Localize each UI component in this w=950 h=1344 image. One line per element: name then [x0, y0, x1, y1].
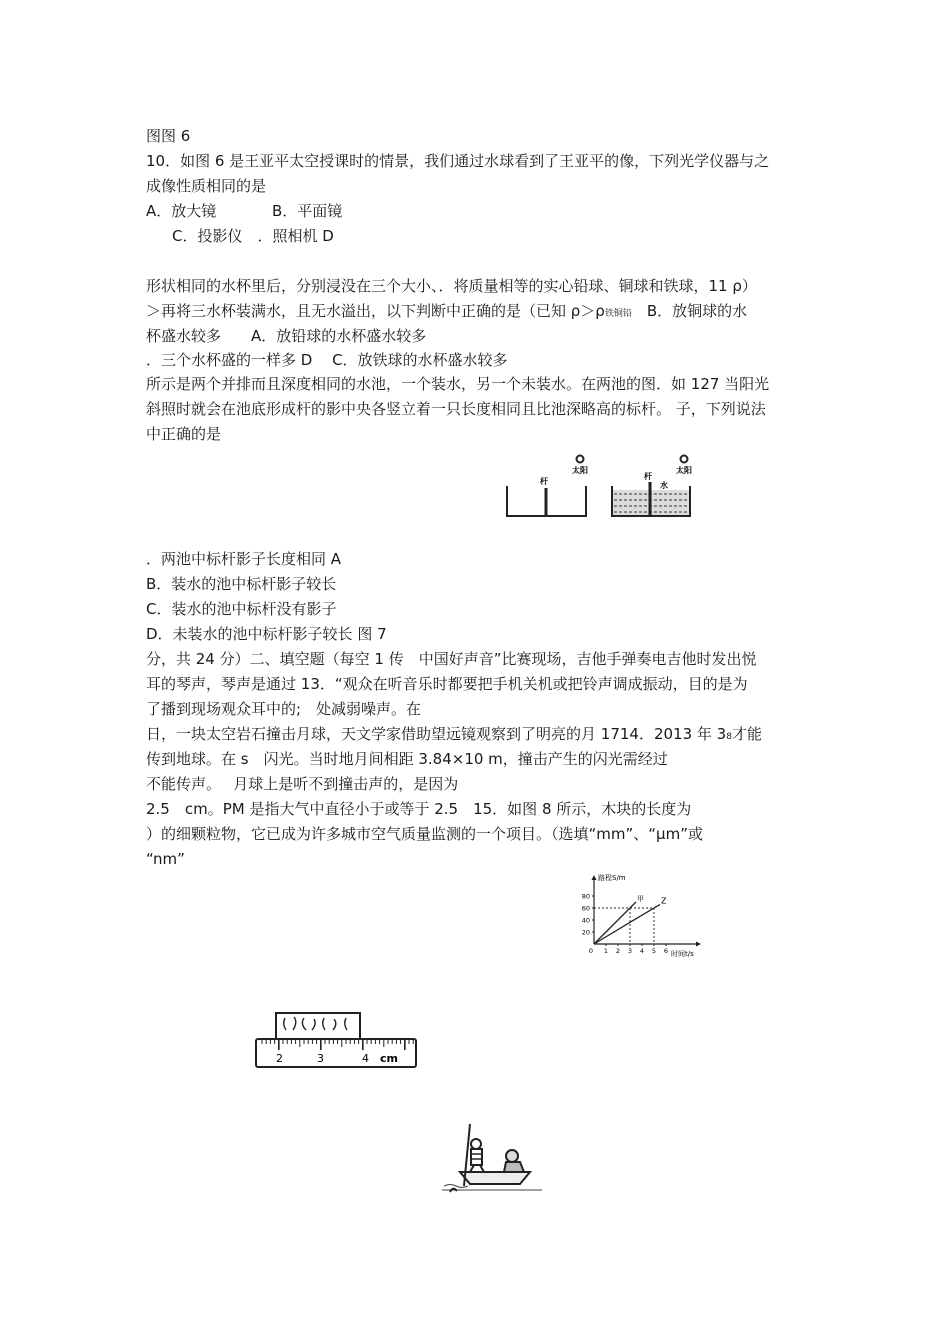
series-yi-label: Z: [661, 896, 667, 906]
y-tick-label: 40: [581, 916, 590, 925]
section2-line-2: 耳的琴声，琴声是通过 13．“观众在听音乐时都要把手机关机或把铃声调成振动，目的是为: [146, 675, 748, 693]
q12-option-b: B．装水的池中标杆影子较长: [146, 575, 337, 593]
x-tick-label: 0: [588, 947, 594, 955]
q12-line-2: 斜照时就会在池底形成杆的影中央各竖立着一只长度相同且比池深略高的标杆。 子，下列说法: [146, 400, 766, 418]
water-label: 水: [660, 481, 668, 490]
q10-stem-line-2: 成像性质相同的是: [146, 177, 267, 195]
sun-right-icon: [681, 456, 688, 463]
section2-line-6: 不能传声。 月球上是听不到撞击声的，是因为: [146, 775, 459, 793]
q10-option-cd: C．投影仪 ．照相机 D: [172, 227, 334, 245]
q12-option-a: ．两池中标杆影子长度相同 A: [146, 550, 342, 568]
y-tick-label: 60: [581, 904, 590, 913]
person-seated-head: [506, 1150, 518, 1162]
section2-line-9: “nm”: [146, 850, 185, 868]
sun-left-icon: [577, 456, 584, 463]
q12-option-d: D．未装水的池中标杆影子较长 图 7: [146, 625, 387, 643]
x-axis-arrow: [696, 942, 701, 947]
section2-line-4-tail: 才能: [731, 725, 762, 743]
q12-line-3: 中正确的是: [146, 425, 222, 443]
person-leg-left: [470, 1165, 474, 1172]
x-tick-label: 6: [663, 947, 669, 955]
y-tick-label: 20: [581, 928, 590, 937]
pole-left-label: 杆: [540, 477, 548, 486]
x-axis-title: 时间t/s: [671, 950, 694, 958]
pole-right-label: 杆: [644, 472, 652, 481]
q12-option-c: C．装水的池中标杆没有影子: [146, 600, 337, 618]
sun-right-label: 太阳: [676, 466, 692, 475]
x-tick-label: 3: [627, 947, 633, 955]
x-tick-label: 1: [603, 947, 609, 955]
q10-option-b: B．平面镜: [272, 202, 343, 220]
figure-7-pools: [500, 446, 700, 522]
y-axis-arrow: [592, 875, 597, 880]
graph-ticks: [582, 893, 668, 956]
distance-time-graph: [570, 870, 710, 960]
person-standing-body: [471, 1149, 482, 1165]
section2-line-3: 了播到现场观众耳中的; 处减弱噪声。在: [146, 700, 422, 718]
q12-line-1: 所示是两个并排而且深度相同的水池，一个装水，另一个未装水。在两池的图．如 127 当阳光: [146, 375, 770, 393]
ruler-figure: [252, 1010, 420, 1072]
ruler-unit: cm: [380, 1052, 398, 1065]
section2-line-5: 传到地球。在 s 闪光。当时地月间相距 3.84×10 m，撞击产生的闪光需经过: [146, 750, 668, 768]
person-seated-body: [504, 1162, 524, 1172]
q10-option-a: A．放大镜: [146, 202, 217, 220]
x-tick-label: 5: [651, 947, 657, 955]
section2-line-4: [146, 724, 762, 747]
sun-left-label: 太阳: [572, 466, 588, 475]
section2-line-1: 分，共 24 分）二、填空题（每空 1 传 中国好声音”比赛现场，吉他手弹奏电吉他时发出悦: [146, 650, 757, 668]
person-standing-head: [471, 1139, 481, 1149]
section2-line-8: ）的细颗粒物，它已成为许多城市空气质量监测的一个项目。（选填“mm”、“μm”或: [146, 825, 703, 843]
y-axis-title: 路程S/m: [598, 874, 626, 882]
series-jia-label: 甲: [637, 895, 644, 903]
ruler-label-3: 3: [317, 1052, 324, 1065]
figure-6-caption: 图图 6: [146, 127, 191, 145]
q11-line-2-text: ＞再将三水杯装满水，且无水溢出，以下判断中正确的是（已知 ρ＞ρ: [146, 302, 605, 320]
q11-density-subscript: 铁铜铅: [604, 309, 632, 319]
x-tick-label: 2: [615, 947, 621, 955]
q11-line-3: 杯盛水较多 A．放铅球的水杯盛水较多: [146, 327, 427, 345]
q11-line-2-option-b: B．放铜球的水: [631, 302, 748, 320]
q11-line-4: ．三个水杯盛的一样多 D C．放铁球的水杯盛水较多: [146, 351, 508, 369]
ruler-label-4: 4: [362, 1052, 369, 1065]
q10-stem-line-1: 10．如图 6 是王亚平太空授课时的情景，我们通过水球看到了王亚平的像，下列光学仪器与之: [146, 152, 770, 170]
q11-line-1: 形状相同的水杯里后，分别浸没在三个大小、．将质量相等的实心铅球、铜球和铁球，11 ρ）: [146, 277, 757, 295]
boat-hull: [460, 1172, 530, 1184]
section2-date-subscript: 8: [726, 732, 732, 742]
q11-line-2: [146, 301, 747, 324]
section2-line-7: 2.5 cm。PM 是指大气中直径小于或等于 2.5 15．如图 8 所示，木块的长度为: [146, 800, 692, 818]
boat-illustration: [440, 1120, 544, 1196]
y-tick-label: 80: [581, 892, 590, 901]
wooden-block: [276, 1013, 360, 1039]
x-tick-label: 4: [639, 947, 645, 955]
section2-line-4-text: 日，一块太空岩石撞击月球，天文学家借助望远镜观察到了明亮的月 1714．2013 年 3: [146, 725, 727, 743]
ruler-label-2: 2: [276, 1052, 283, 1065]
person-leg-right: [480, 1165, 484, 1172]
